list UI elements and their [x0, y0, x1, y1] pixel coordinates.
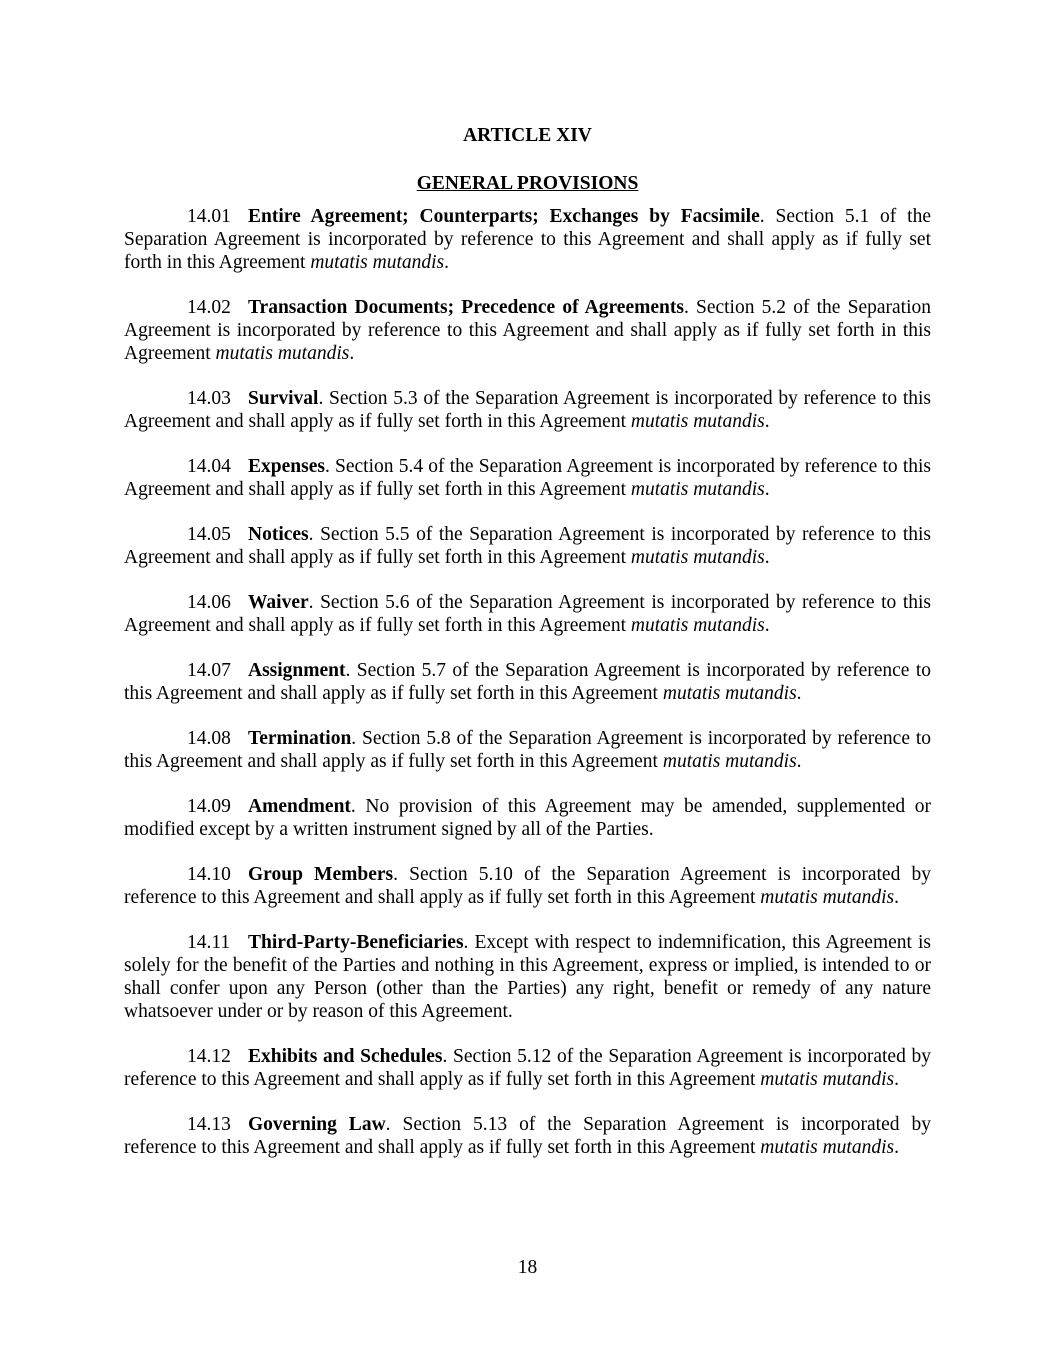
section-heading-punct: . [442, 1046, 448, 1067]
section-end: . [349, 343, 355, 364]
section-number: 14.09 [187, 796, 231, 817]
section-heading: Governing Law [248, 1114, 386, 1135]
section-number: 14.12 [187, 1046, 231, 1067]
section-heading: Amendment [248, 796, 351, 817]
section-phrase: mutatis mutandis [662, 751, 797, 772]
section-heading: Third-Party-Beneficiaries [248, 932, 464, 953]
section-phrase: mutatis mutandis [630, 615, 765, 636]
section-end: . [764, 615, 770, 636]
page-number: 18 [517, 1257, 538, 1278]
section-heading-punct: . [759, 206, 765, 227]
section-heading: Termination [248, 728, 352, 749]
section-number: 14.06 [187, 592, 231, 613]
section-phrase: mutatis mutandis [310, 252, 445, 273]
section-number: 14.05 [187, 524, 231, 545]
section-14-06 [124, 591, 931, 637]
section-14-08 [124, 727, 931, 773]
section-body: Section 5.4 of the Separation Agreement is incorporated by reference to this Agreement and shall apply as if fully set forth in this Agreement [124, 456, 931, 500]
article-heading: GENERAL PROVISIONS [416, 173, 639, 194]
section-end: . [764, 411, 770, 432]
section-end: . [796, 683, 802, 704]
section-heading: Entire Agreement; Counterparts; Exchanges by Facsimile [248, 206, 760, 227]
section-number: 14.11 [187, 932, 231, 953]
section-heading-punct: . [308, 592, 314, 613]
section-number: 14.07 [187, 660, 231, 681]
section-phrase: mutatis mutandis [215, 343, 350, 364]
section-phrase: mutatis mutandis [760, 1137, 895, 1158]
section-body: Section 5.2 of the Separation Agreement is incorporated by reference to this Agreement and shall apply as if fully set forth in this Agreement [124, 297, 932, 364]
section-heading-punct: . [351, 728, 357, 749]
section-number: 14.04 [187, 456, 231, 477]
section-end: . [764, 479, 770, 500]
section-number: 14.08 [187, 728, 231, 749]
section-phrase: mutatis mutandis [662, 683, 797, 704]
section-body: Section 5.7 of the Separation Agreement is incorporated by reference to this Agreement and shall apply as if fully set forth in this Agreement [124, 660, 931, 704]
section-end: . [894, 887, 899, 908]
sections-list [124, 205, 931, 1159]
section-end: . [444, 252, 449, 273]
section-14-05 [124, 523, 931, 569]
section-14-02 [124, 296, 931, 365]
section-phrase: mutatis mutandis [760, 1069, 895, 1090]
section-body: No provision of this Agreement may be amended, supplemented or modified except by a written instrument signed by all of the Parties. [124, 796, 931, 840]
section-14-11 [124, 931, 931, 1023]
section-number: 14.13 [187, 1114, 231, 1135]
section-end: . [796, 751, 802, 772]
section-body: Section 5.1 of the Separation Agreement is incorporated by reference to this Agreement and shall apply as if fully set forth in this Agreement [124, 206, 931, 273]
section-14-10 [124, 863, 931, 909]
section-number: 14.10 [187, 864, 231, 885]
section-heading-punct: . [308, 524, 314, 545]
section-heading: Expenses [248, 456, 325, 477]
section-end: . [894, 1137, 899, 1158]
section-heading-punct: . [350, 796, 356, 817]
section-heading: Assignment [248, 660, 346, 681]
section-heading-punct: . [324, 456, 330, 477]
section-heading: Group Members [248, 864, 394, 885]
section-heading: Survival [248, 388, 319, 409]
section-body: Section 5.13 of the Separation Agreement is incorporated by reference to this Agreement and shall apply as if fully set forth in this Agreement [124, 1114, 931, 1158]
section-14-09 [124, 795, 931, 841]
section-end: . [764, 547, 770, 568]
section-body: Except with respect to indemnification, this Agreement is solely for the benefit of the Parties and nothing in this Agreement, express or implied, is intended to or shall confer upon any Person (other than the Parties) any right, benefit or remedy of any nature whatsoever under or by reason of this Agreement. [124, 932, 931, 1022]
section-heading-punct: . [318, 388, 324, 409]
section-14-12 [124, 1045, 931, 1091]
article-title: ARTICLE XIV [463, 125, 592, 146]
section-phrase: mutatis mutandis [630, 411, 765, 432]
section-phrase: mutatis mutandis [630, 547, 765, 568]
section-number: 14.02 [187, 297, 231, 318]
section-body: Section 5.12 of the Separation Agreement is incorporated by reference to this Agreement and shall apply as if fully set forth in this Agreement [124, 1046, 931, 1090]
section-phrase: mutatis mutandis [630, 479, 765, 500]
section-body: Section 5.5 of the Separation Agreement is incorporated by reference to this Agreement and shall apply as if fully set forth in this Agreement [124, 524, 931, 568]
document-page [124, 124, 931, 1181]
section-14-07 [124, 659, 931, 705]
section-14-04 [124, 455, 931, 501]
section-14-13 [124, 1113, 931, 1159]
section-heading-punct: . [683, 297, 689, 318]
section-14-03 [124, 387, 931, 433]
section-body: Section 5.6 of the Separation Agreement is incorporated by reference to this Agreement and shall apply as if fully set forth in this Agreement [124, 592, 931, 636]
section-heading: Waiver [248, 592, 309, 613]
section-heading: Transaction Documents; Precedence of Agreements [248, 297, 684, 318]
section-phrase: mutatis mutandis [760, 887, 895, 908]
section-heading-punct: . [345, 660, 351, 681]
section-14-01 [124, 205, 931, 274]
section-number: 14.03 [187, 388, 231, 409]
section-body: Section 5.10 of the Separation Agreement is incorporated by reference to this Agreement and shall apply as if fully set forth in this Agreement [124, 864, 931, 908]
section-body: Section 5.3 of the Separation Agreement is incorporated by reference to this Agreement and shall apply as if fully set forth in this Agreement [124, 388, 931, 432]
section-heading: Notices [248, 524, 309, 545]
section-heading-punct: . [393, 864, 398, 885]
section-body: Section 5.8 of the Separation Agreement is incorporated by reference to this Agreement and shall apply as if fully set forth in this Agreement [124, 728, 931, 772]
section-heading: Exhibits and Schedules [248, 1046, 443, 1067]
section-end: . [894, 1069, 899, 1090]
section-heading-punct: . [463, 932, 469, 953]
section-heading-punct: . [385, 1114, 391, 1135]
section-number: 14.01 [187, 206, 231, 227]
